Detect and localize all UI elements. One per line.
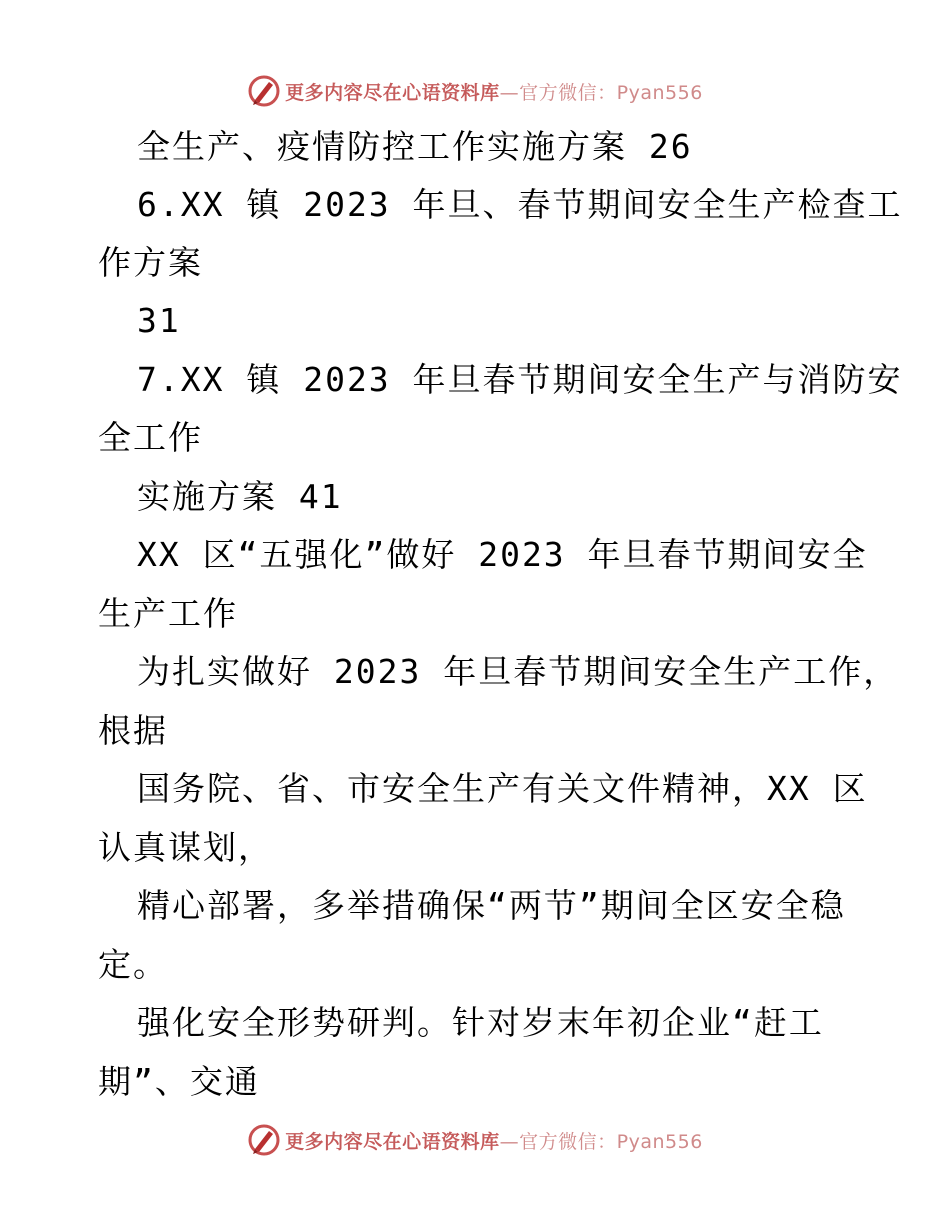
footer-watermark-banner	[0, 1120, 950, 1160]
text-line: 根据	[98, 711, 168, 750]
watermark-text	[285, 1127, 703, 1154]
pen-logo-icon	[247, 1123, 281, 1157]
text-line: 31	[137, 301, 181, 340]
text-line: 7.XX 镇 2023 年旦春节期间安全生产与消防安	[137, 360, 903, 399]
watermark-main-text: 更多内容尽在心语资料库	[285, 81, 500, 104]
text-line: 精心部署，多举措确保“两节”期间全区安全稳	[137, 886, 846, 925]
text-line: 为扎实做好 2023 年旦春节期间安全生产工作，	[137, 652, 899, 691]
text-line: 实施方案 41	[137, 477, 343, 516]
text-line: 国务院、省、市安全生产有关文件精神，XX 区	[137, 769, 868, 808]
text-line: 全工作	[98, 418, 203, 457]
text-line: 强化安全形势研判。针对岁末年初企业“赶工	[137, 1003, 824, 1042]
text-line: 期”、交通	[98, 1062, 260, 1101]
watermark-sub-text: —官方微信：Pyan556	[499, 1130, 703, 1153]
text-line: 6.XX 镇 2023 年旦、春节期间安全生产检查工	[137, 185, 903, 224]
text-line: 认真谋划，	[98, 828, 273, 867]
text-line: 生产工作	[98, 594, 238, 633]
text-line: 作方案	[98, 243, 203, 282]
watermark-sub-text: —官方微信：Pyan556	[499, 81, 703, 104]
text-line: XX 区“五强化”做好 2023 年旦春节期间安全	[137, 535, 868, 574]
watermark-main-text: 更多内容尽在心语资料库	[285, 1130, 500, 1153]
text-line: 定。	[98, 945, 168, 984]
text-line: 全生产、疫情防控工作实施方案 26	[137, 127, 693, 166]
